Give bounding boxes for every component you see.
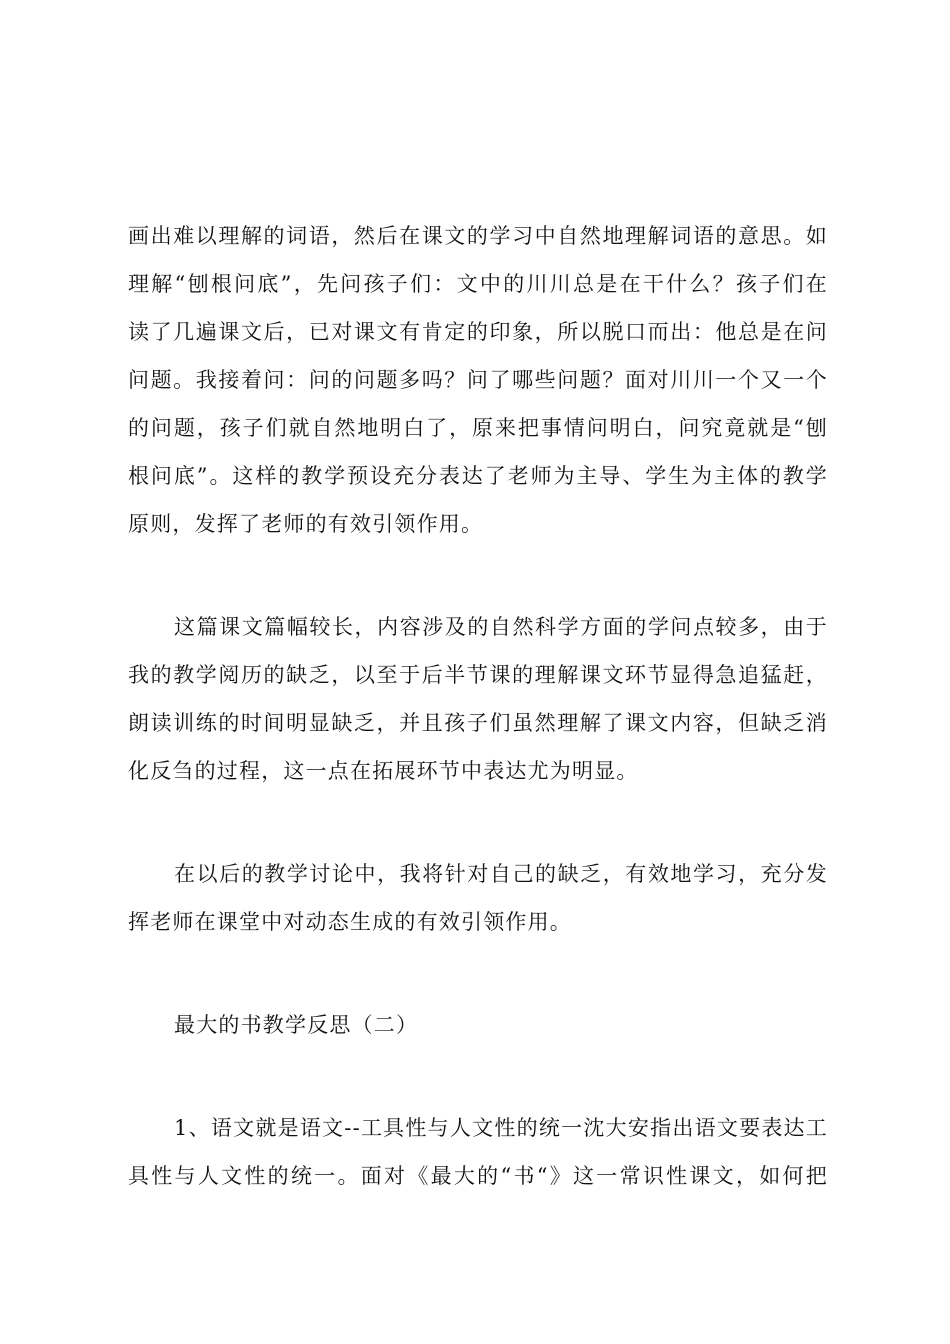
paragraph-1-line-2: 理解“刨根问底”，先问孩子们：文中的川川总是在干什么？孩子们在 [128,272,828,296]
paragraph-1-line-6: 根问底”。这样的教学预设充分表达了老师为主导、学生为主体的教学 [128,464,828,488]
paragraph-1-line-4: 问题。我接着问：问的问题多吗？问了哪些问题？面对川川一个又一个 [128,368,828,392]
paragraph-2-line-4: 化反刍的过程，这一点在拓展环节中表达尤为明显。 [128,759,639,783]
paragraph-3-line-1: 在以后的教学讨论中，我将针对自己的缺乏，有效地学习，充分发 [174,862,828,886]
paragraph-1-line-1: 画出难以理解的词语，然后在课文的学习中自然地理解词语的意思。如 [128,224,828,248]
paragraph-4-line-1: 1、语文就是语文--工具性与人文性的统一沈大安指出语文要表达工 [174,1116,828,1140]
paragraph-1-line-5: 的问题，孩子们就自然地明白了，原来把事情问明白，问究竟就是“刨 [128,416,828,440]
paragraph-2-line-3: 朗读训练的时间明显缺乏，并且孩子们虽然理解了课文内容，但缺乏消 [128,711,828,735]
section-heading: 最大的书教学反思（二） [174,1013,419,1037]
paragraph-4-line-2: 具性与人文性的统一。面对《最大的“书“》这一常识性课文，如何把 [128,1164,828,1188]
paragraph-1-line-7: 原则，发挥了老师的有效引领作用。 [128,512,484,536]
paragraph-2-line-2: 我的教学阅历的缺乏，以至于后半节课的理解课文环节显得急追猛赶， [128,663,828,687]
paragraph-3-line-2: 挥老师在课堂中对动态生成的有效引领作用。 [128,910,572,934]
paragraph-1-line-3: 读了几遍课文后，已对课文有肯定的印象，所以脱口而出：他总是在问 [128,320,828,344]
paragraph-2-line-1: 这篇课文篇幅较长，内容涉及的自然科学方面的学问点较多，由于 [174,615,828,639]
